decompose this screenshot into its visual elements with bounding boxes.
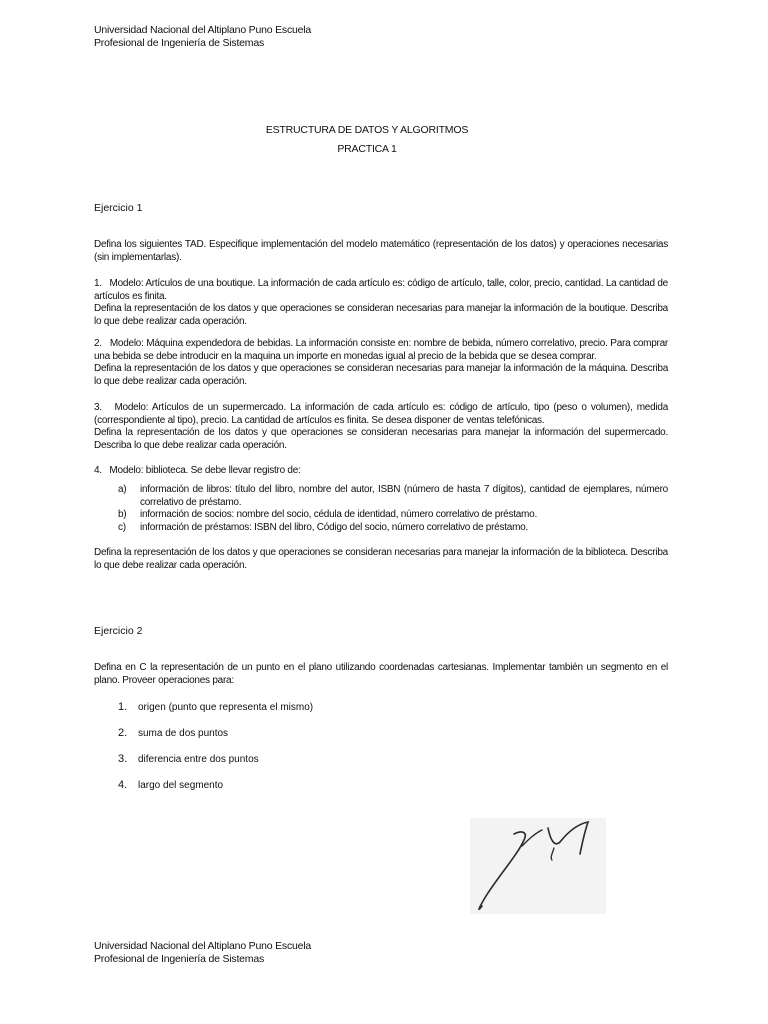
exercise-1-item-1 [94, 278, 668, 328]
header-line-1: Universidad Nacional del Altiplano Puno Escuela [94, 24, 312, 36]
subitem-a [94, 484, 668, 509]
subitem-b-text: información de socios: nombre del socio, cédula de identidad, número correlativo de préstamo. [140, 509, 537, 521]
exercise-1-intro-text: Defina los siguientes TAD. Especifique implementación del modelo matemático (representación de los datos) y operaciones necesarias (sin implementarlas). [94, 239, 668, 263]
exercise-1-closing [94, 547, 668, 572]
exercise-2-intro-text: Defina en C la representación de un punto en el plano utilizando coordenadas cartesianas. Implementar también un segmento en el plano. Proveer operaciones para: [94, 662, 668, 686]
footer-line-2: Profesional de Ingeniería de Sistemas [94, 953, 265, 965]
exercise-1-item-3 [94, 402, 668, 452]
operation-number: 2. [118, 727, 128, 739]
item-2-text: 2. Modelo: Máquina expendedora de bebidas. La información consiste en: nombre de bebida, número correlativo, precio. Para comprar una bebida se debe introducir en la maquina un importe en monedas igual al precio de la bebida que se desea comprar. Defina la representación de los datos y que operaciones se consideran necesarias para manejar la información de la máquina. Describa lo que debe realizar cada operación. [94, 338, 668, 387]
item-1-text: 1. Modelo: Artículos de una boutique. La información de cada artículo es: código de artículo, talle, color, precio, cantidad. La cantidad de artículos es finita. Defina la representación de los datos y que operaciones se consideran necesarias para manejar la información de la boutique. Describa lo que debe realizar cada operación. [94, 278, 668, 327]
signature-strokes [470, 818, 606, 914]
subitem-a-text: información de libros: título del libro, nombre del autor, ISBN (número de hasta 7 dígitos), cantidad de ejemplares, número correlativo de préstamo. [140, 484, 668, 508]
exercise-1-intro [94, 239, 668, 264]
document-title: ESTRUCTURA DE DATOS Y ALGORITMOS [265, 124, 469, 136]
operation-item [118, 727, 228, 739]
exercise-1-closing-text: Defina la representación de los datos y que operaciones se consideran necesarias para manejar la información de la biblioteca. Describa lo que debe realizar cada operación. [94, 547, 668, 571]
operation-item [118, 753, 259, 765]
operation-text: suma de dos puntos [138, 728, 229, 739]
library-subitems [94, 484, 668, 534]
item-4-text: 4. Modelo: biblioteca. Se debe llevar registro de: [94, 465, 301, 476]
subitem-b [94, 509, 668, 522]
document-subtitle: PRACTICA 1 [337, 143, 397, 155]
footer-line-1: Universidad Nacional del Altiplano Puno Escuela [94, 940, 312, 952]
page-header [94, 24, 311, 50]
page-footer [94, 940, 311, 966]
item-3-text: 3. Modelo: Artículos de un supermercado. La información de cada artículo es: código de artículo, tipo (peso o volumen), medida (correspondiente al tipo), precio. La cantidad de artículos es finita. Se desea disponer de ventas telefónicas. Defina la representación de los datos y que operaciones se consideran necesarias para manejar la información del supermercado. Describa lo que debe realizar cada operación. [94, 402, 668, 451]
operation-number: 3. [118, 753, 128, 765]
exercise-1-item-2 [94, 338, 668, 388]
exercise-1-item-4 [94, 465, 668, 478]
subitem-c [94, 522, 668, 535]
subitem-c-label: c) [118, 521, 126, 533]
operation-text: largo del segmento [138, 780, 224, 791]
signature-image [470, 818, 606, 914]
subitem-c-text: información de préstamos: ISBN del libro, Código del socio, número correlativo de préstamo. [140, 521, 529, 533]
operation-item [118, 701, 313, 713]
subitem-b-label: b) [118, 509, 127, 521]
exercise-1-label: Ejercicio 1 [94, 202, 143, 214]
subitem-a-label: a) [118, 484, 127, 495]
operation-item [118, 779, 223, 791]
operation-number: 4. [118, 779, 128, 791]
exercise-2-intro [94, 662, 668, 687]
operation-text: origen (punto que representa el mismo) [138, 702, 314, 713]
operation-number: 1. [118, 701, 128, 713]
exercise-2-label: Ejercicio 2 [94, 625, 143, 637]
header-line-2: Profesional de Ingeniería de Sistemas [94, 37, 265, 49]
operation-text: diferencia entre dos puntos [138, 754, 259, 765]
